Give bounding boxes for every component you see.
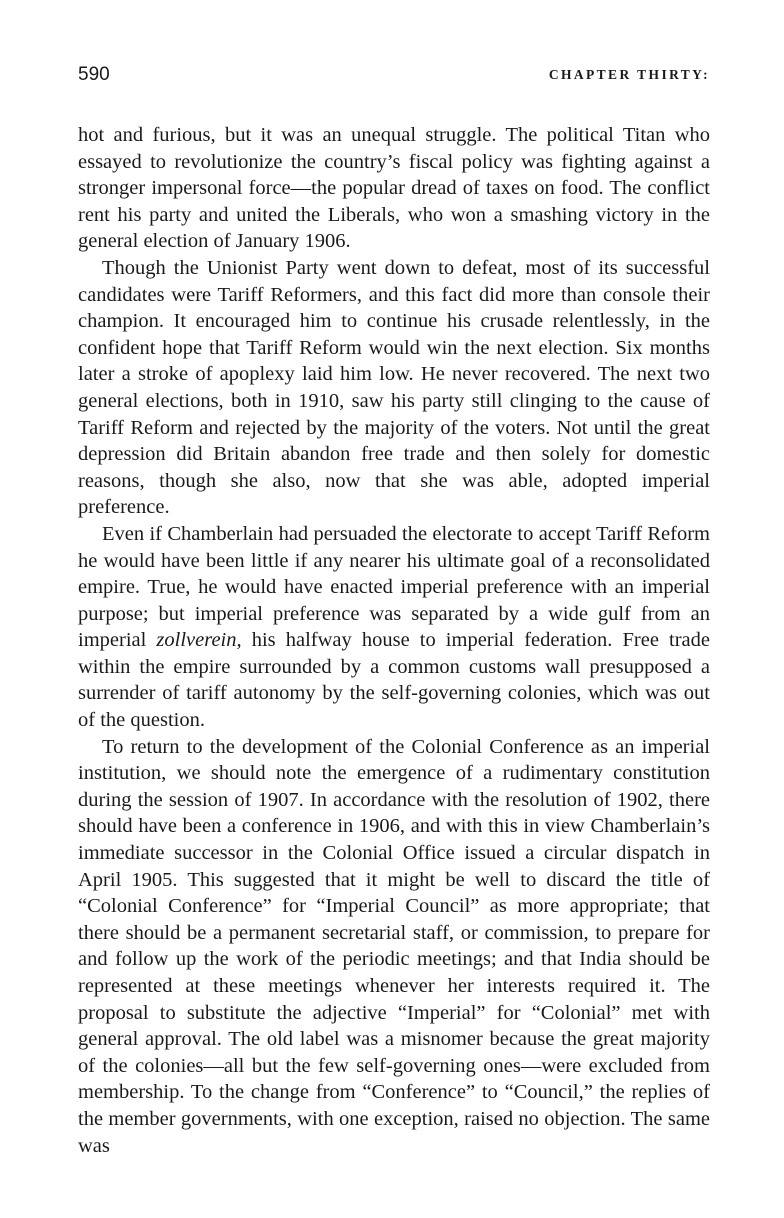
- body-text: [78, 122, 710, 1159]
- italic-term: zollverein,: [156, 629, 242, 652]
- text-segment: his halfway house to imperial federation. Free trade within the empire surrounded by a common customs wall presupposed a surrender of tariff autonomy by the self-governing colonies, which was out of the question.: [78, 629, 710, 732]
- paragraph: [78, 255, 710, 521]
- paragraph: [78, 734, 710, 1160]
- text-segment: hot and furious, but it was an unequal struggle. The political Titan who essayed to revolutionize the country’s fiscal policy was fighting against a stronger impersonal force—the popular dread of taxes on food. The conflict rent his party and united the Liberals, who won a smashing victory in the general election of January 1906.: [78, 124, 710, 253]
- page-number: 590: [78, 64, 110, 85]
- running-head: [78, 64, 710, 92]
- chapter-label: CHAPTER THIRTY:: [548, 67, 710, 82]
- text-segment: Even if Chamberlain had persuaded the electorate to accept Tariff Reform he would have been little if any nearer his ultimate goal of a reconsolidated empire. True, he would have enacted imperial preference with an imperial purpose; but imperial preference was separated by a wide gulf from an imperial: [78, 522, 710, 652]
- book-page: [78, 64, 710, 1159]
- paragraph: [78, 521, 710, 734]
- text-segment: Though the Unionist Party went down to defeat, most of its successful candidates were Tariff Reformers, and this fact did more than console their champion. It encouraged him to continue his crusade relentlessly, in the confident hope that Tariff Reform would win the next election. Six months later a stroke of apoplexy laid him low. He never recovered. The next two general elections, both in 1910, saw his party still clinging to the cause of Tariff Reform and rejected by the majority of the voters. Not until the great depression did Britain abandon free trade and then solely for domestic reasons, though she also, now that she was able, adopted imperial preference.: [78, 256, 710, 519]
- paragraph: [78, 122, 710, 255]
- text-segment: To return to the development of the Colonial Conference as an imperial institution, we should note the emergence of a rudimentary constitution during the session of 1907. In accordance with the resolution of 1902, there should have been a conference in 1906, and with this in view Chamberlain’s immediate successor in the Colonial Office issued a circular dispatch in April 1905. This suggested that it might be well to discard the title of “Colonial Conference” for “Imperial Council” as more appropriate; that there should be a permanent secretarial staff, or commission, to prepare for and follow up the work of the periodic meetings; and that India should be represented at these meetings whenever her interests required it. The proposal to substitute the adjective “Imperial” for “Colonial” met with general approval. The old label was a misnomer because the great majority of the colonies—all but the few self-governing ones—were excluded from membership. To the change from “Conference” to “Council,” the replies of the member governments, with one exception, raised no objection. The same was: [78, 735, 710, 1157]
